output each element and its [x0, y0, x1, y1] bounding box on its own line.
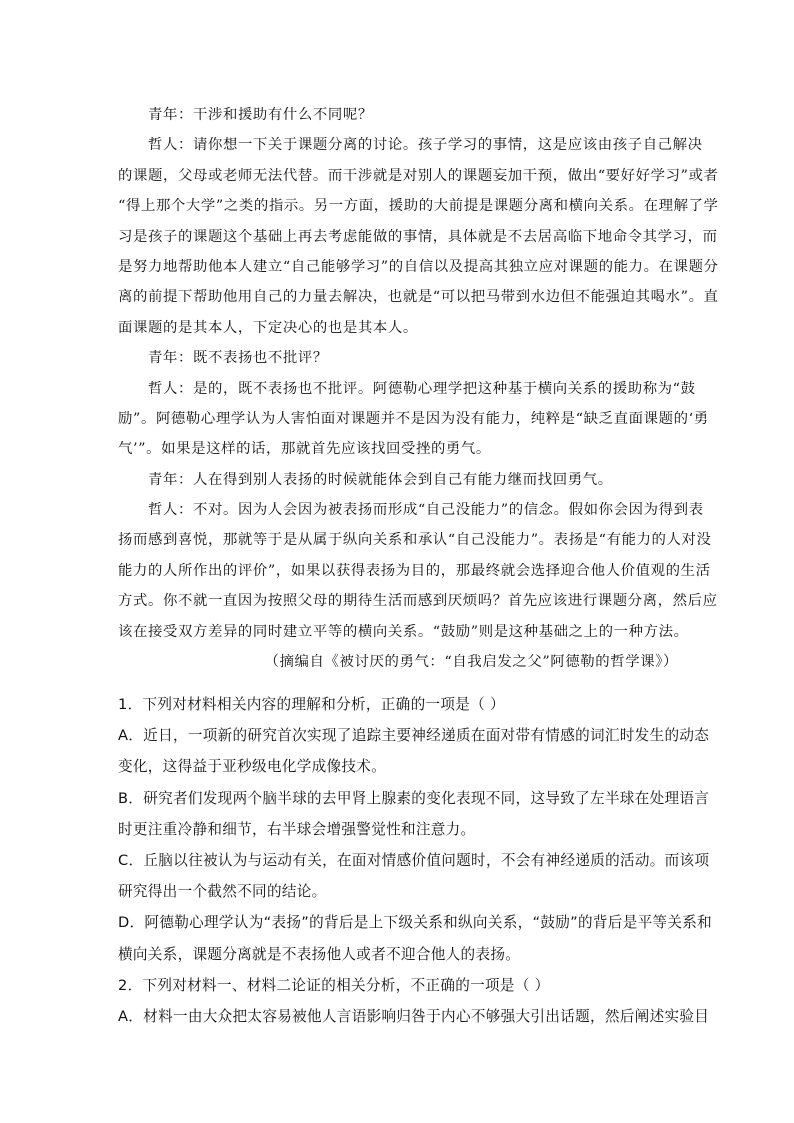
option-a-line: 变化，这得益于亚秒级电化学成像技术。: [118, 758, 387, 776]
option-c-line: C．丘脑以往被认为与运动有关，在面对情感价值问题时，不会有神经递质的活动。而该项: [118, 851, 710, 869]
passage-line: 是努力地帮助他本人建立“自己能够学习”的自信以及提高其独立应对课题的能力。在课题分: [118, 258, 719, 275]
passage-line: 青年：既不表扬也不批评？: [148, 350, 328, 367]
passage-line: 气’”。如果是这样的话，那就首先应该找回受挫的勇气。: [118, 441, 491, 458]
option-d-line: D．阿德勒心理学认为“表扬”的背后是上下级关系和纵向关系，“鼓励”的背后是平等关系和: [118, 914, 713, 932]
passage-line: 青年：干涉和援助有什么不同呢？: [148, 107, 373, 123]
questions: [118, 689, 713, 1032]
passage-line: “得上那个大学”之类的指示。另一方面，援助的大前提是课题分离和横向关系。在理解了学: [118, 198, 719, 215]
passage: [118, 100, 719, 677]
option-a-line: A．材料一由大众把太容易被他人言语影响归咎于内心不够强大引出话题，然后阐述实验目: [118, 1007, 710, 1025]
passage-line: 扬而感到喜悦，那就等于是从属于纵向关系和承认“自己没能力”。表扬是“有能力的人对没: [118, 532, 712, 549]
option-a-line: A．近日，一项新的研究首次实现了追踪主要神经递质在面对带有情感的词汇时发生的动态: [118, 727, 710, 745]
question-1-stem: 1．下列对材料相关内容的理解和分析，正确的一项是（ ）: [118, 696, 505, 713]
passage-line: 的课题，父母或老师无法代替。而干涉就是对别人的课题妄加干预，做出“要好好学习”或者: [118, 167, 719, 184]
passage-line: 励”。阿德勒心理学认为人害怕面对课题并不是因为没有能力，纯粹是“缺乏直面课题的‘勇: [118, 410, 709, 427]
option-b-line: B．研究者们发现两个脑半球的去甲肾上腺素的变化表现不同，这导致了左半球在处理语言: [118, 789, 710, 807]
option-b-line: 时更注重冷静和细节，右半球会增强警觉性和注意力。: [118, 820, 476, 838]
passage-line: 习是孩子的课题这个基础上再去考虑能做的事情，具体就是不去居高临下地命令其学习，而: [118, 228, 718, 245]
passage-line: 该在接受双方差异的同时建立平等的横向关系。“鼓励”则是这种基础之上的一种方法。: [118, 623, 689, 640]
passage-source: （摘编自《被讨厌的勇气：“自我启发之父”阿德勒的哲学课》）: [264, 654, 678, 671]
option-d-line: 横向关系，课题分离就是不表扬他人或者不迎合他人的表扬。: [118, 945, 521, 963]
passage-line: 能力的人所作出的评价”，如果以获得表扬为目的，那最终就会选择迎合他人价值观的生活: [118, 562, 711, 579]
question-2-stem: 2．下列对材料一、材料二论证的相关分析，不正确的一项是（ ）: [118, 976, 550, 994]
option-c-line: 研究得出一个截然不同的结论。: [118, 883, 327, 901]
passage-line: 哲人：是的，既不表扬也不批评。阿德勒心理学把这种基于横向关系的援助称为“鼓: [148, 380, 696, 397]
passage-line: 哲人：不对。因为人会因为被表扬而形成“自己没能力”的信念。假如你会因为得到表: [148, 502, 704, 519]
passage-line: 离的前提下帮助他用自己的力量去解决，也就是“可以把马带到水边但不能强迫其喝水”。直: [118, 289, 719, 306]
passage-line: 青年：人在得到别人表扬的时候就能体会到自己有能力继而找回勇气。: [148, 471, 613, 488]
passage-line: 哲人：请你想一下关于课题分离的讨论。孩子学习的事情，这是应该由孩子自己解决: [148, 137, 703, 154]
passage-line: 方式。你不就一直因为按照父母的期待生活而感到厌烦吗？首先应该进行课题分离，然后应: [118, 593, 718, 610]
passage-line: 面课题的是其本人，下定决心的也是其本人。: [118, 319, 418, 336]
